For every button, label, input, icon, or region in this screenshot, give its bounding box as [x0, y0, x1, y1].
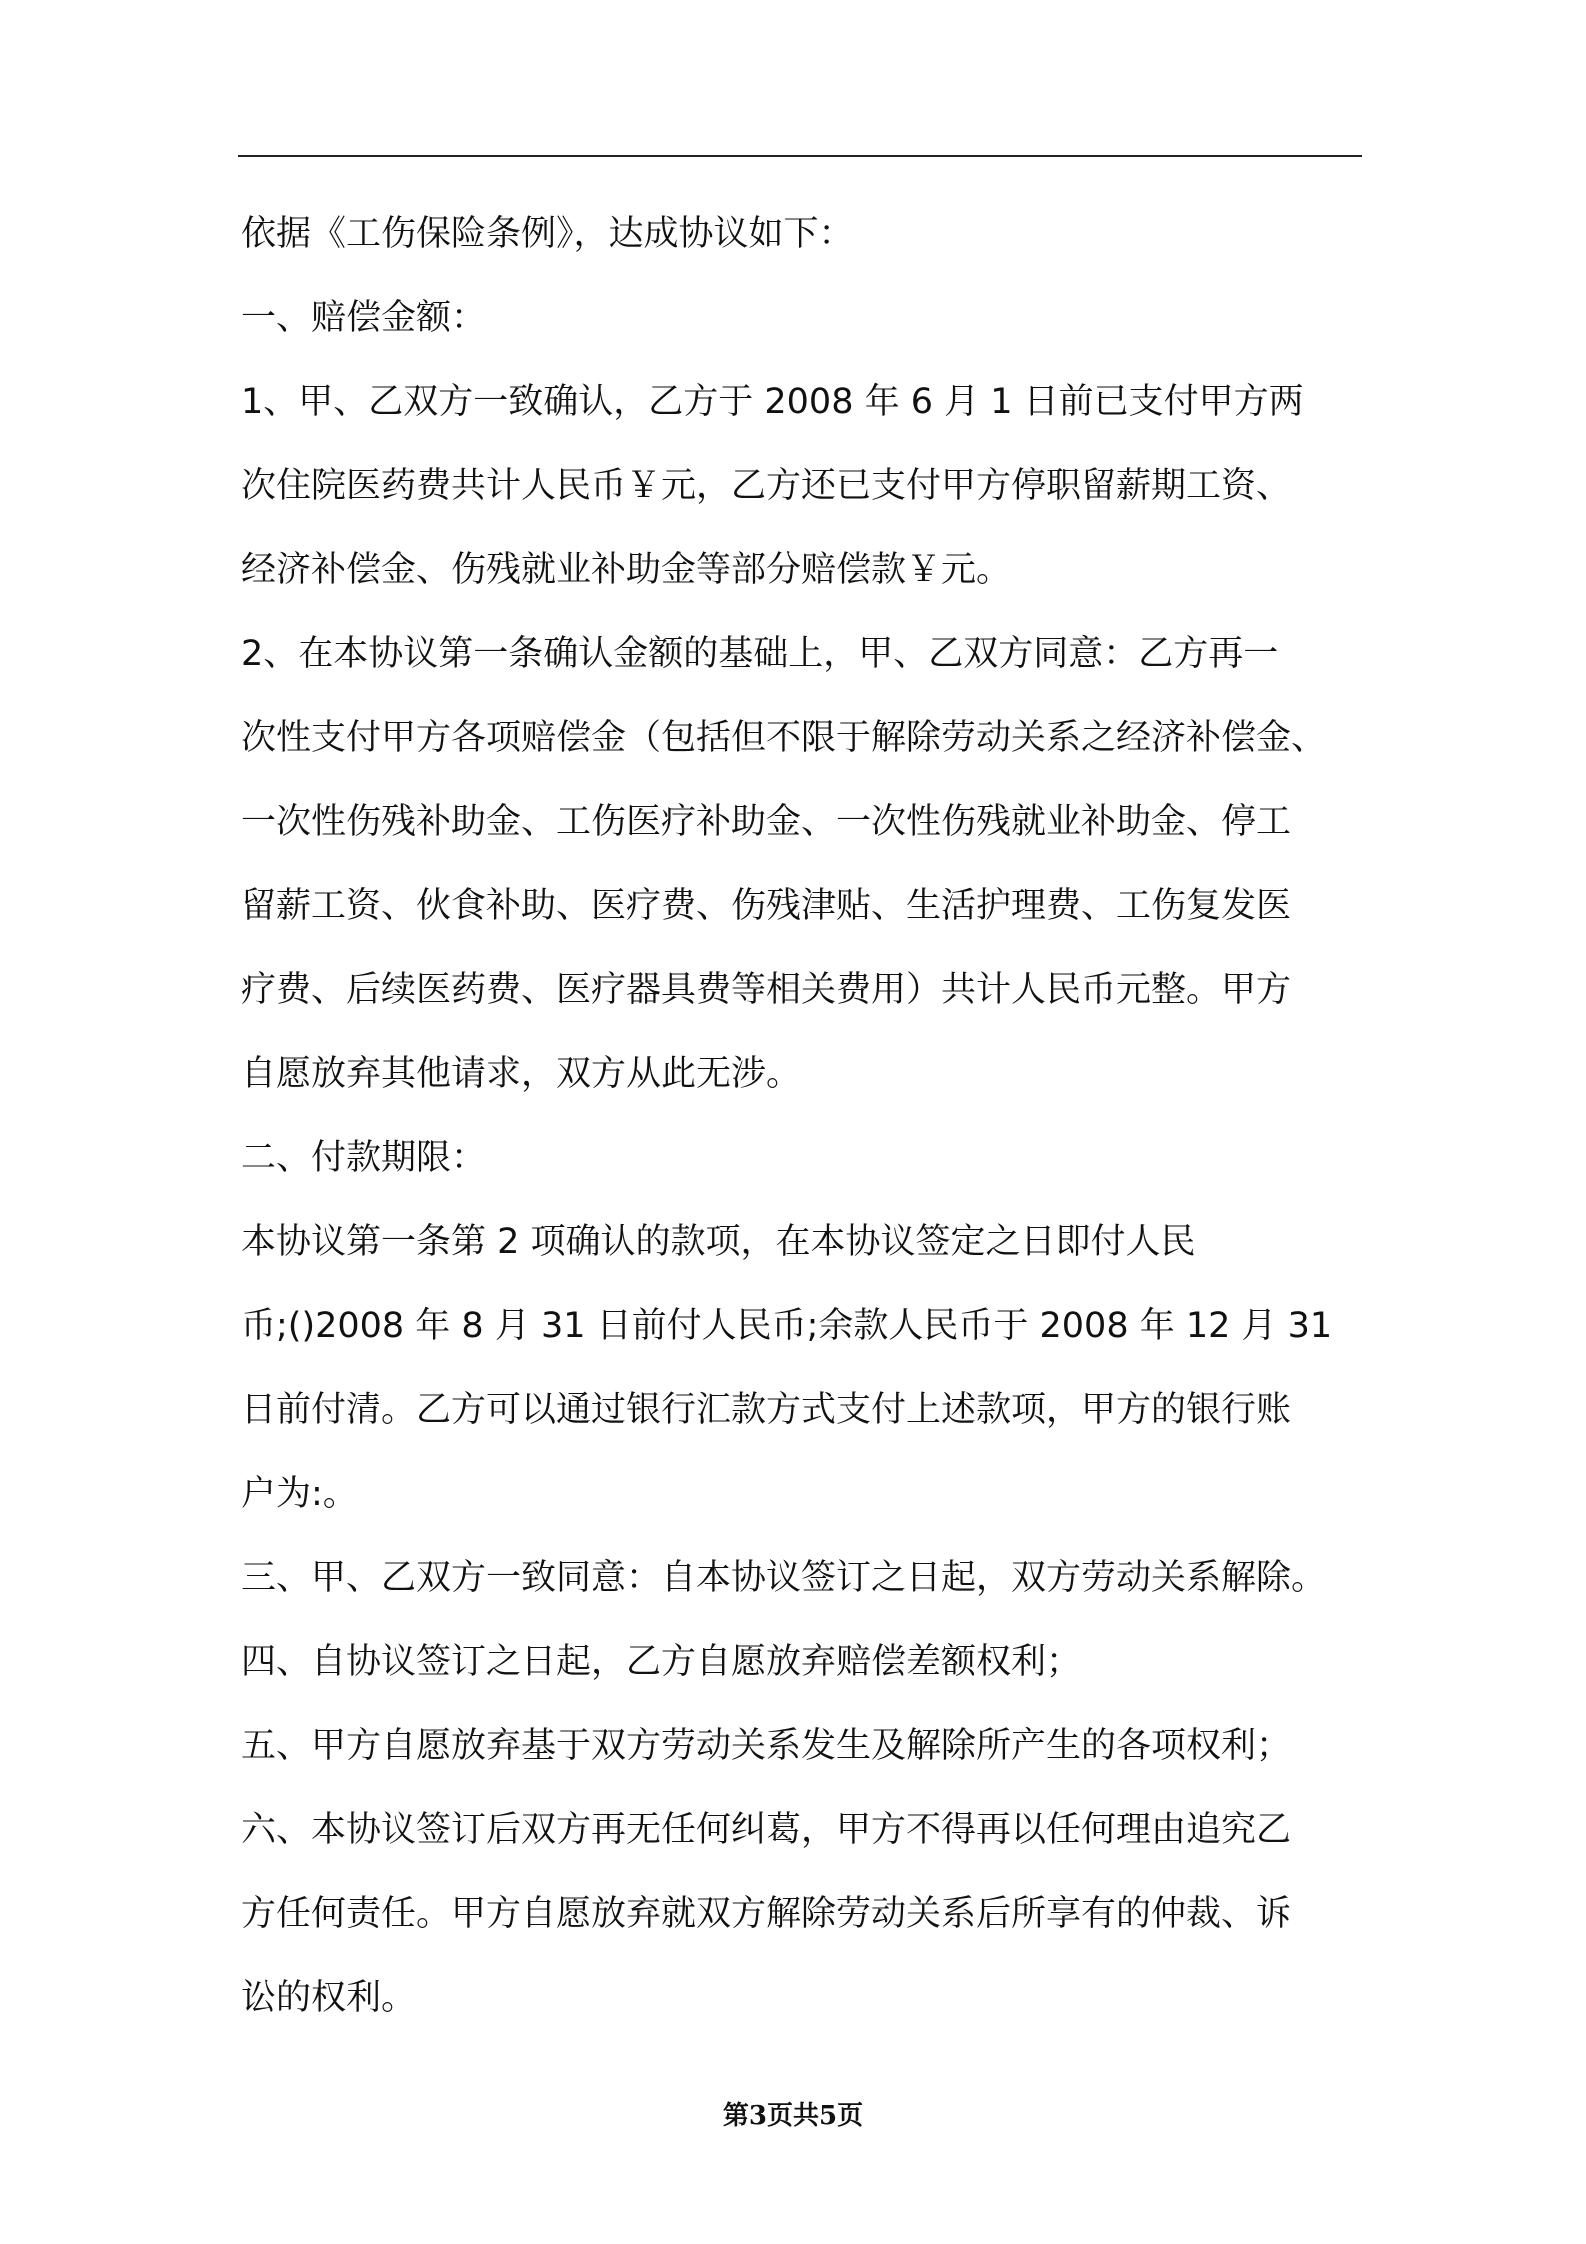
- text-line: 四、自协议签订之日起，乙方自愿放弃赔偿差额权利；: [241, 1642, 1082, 1682]
- text-line: 户为:。: [241, 1474, 358, 1514]
- text-line: 疗费、后续医药费、医疗器具费等相关费用）共计人民币元整。甲方: [241, 970, 1292, 1010]
- section-heading: 一、赔偿金额：: [241, 298, 487, 338]
- text-line: 依据《工伤保险条例》，达成协议如下：: [241, 214, 854, 254]
- page-number: 第3页共5页: [722, 2101, 864, 2131]
- text-line: 一次性伤残补助金、工伤医疗补助金、一次性伤残就业补助金、停工: [241, 802, 1292, 842]
- text-line: 自愿放弃其他请求，双方从此无涉。: [241, 1054, 802, 1094]
- text-line: 日前付清。乙方可以通过银行汇款方式支付上述款项，甲方的银行账: [241, 1390, 1292, 1430]
- header-divider: [238, 155, 1362, 157]
- text-line: 本协议第一条第 2 项确认的款项，在本协议签定之日即付人民: [241, 1222, 1196, 1262]
- text-line: 经济补偿金、伤残就业补助金等部分赔偿款￥元。: [241, 550, 1012, 590]
- text-line: 币;()2008 年 8 月 31 日前付人民币;余款人民币于 2008 年 12 月 31: [241, 1306, 1333, 1346]
- text-line: 2、在本协议第一条确认金额的基础上，甲、乙双方同意：乙方再一: [241, 634, 1279, 674]
- document-body: [241, 192, 1366, 2040]
- text-line: 讼的权利。: [241, 1978, 417, 2018]
- text-line: 次性支付甲方各项赔偿金（包括但不限于解除劳动关系之经济补偿金、: [241, 718, 1327, 758]
- text-line: 三、甲、乙双方一致同意：自本协议签订之日起，双方劳动关系解除。: [241, 1558, 1327, 1598]
- text-line: 方任何责任。甲方自愿放弃就双方解除劳动关系后所享有的仲裁、诉: [241, 1894, 1292, 1934]
- text-line: 五、甲方自愿放弃基于双方劳动关系发生及解除所产生的各项权利；: [241, 1726, 1292, 1766]
- text-line: 1、甲、乙双方一致确认，乙方于 2008 年 6 月 1 日前已支付甲方两: [241, 382, 1304, 422]
- section-heading: 二、付款期限：: [241, 1138, 487, 1178]
- text-line: 次住院医药费共计人民币￥元，乙方还已支付甲方停职留薪期工资、: [241, 466, 1292, 506]
- text-line: 留薪工资、伙食补助、医疗费、伤残津贴、生活护理费、工伤复发医: [241, 886, 1292, 926]
- text-line: 六、本协议签订后双方再无任何纠葛，甲方不得再以任何理由追究乙: [241, 1810, 1292, 1850]
